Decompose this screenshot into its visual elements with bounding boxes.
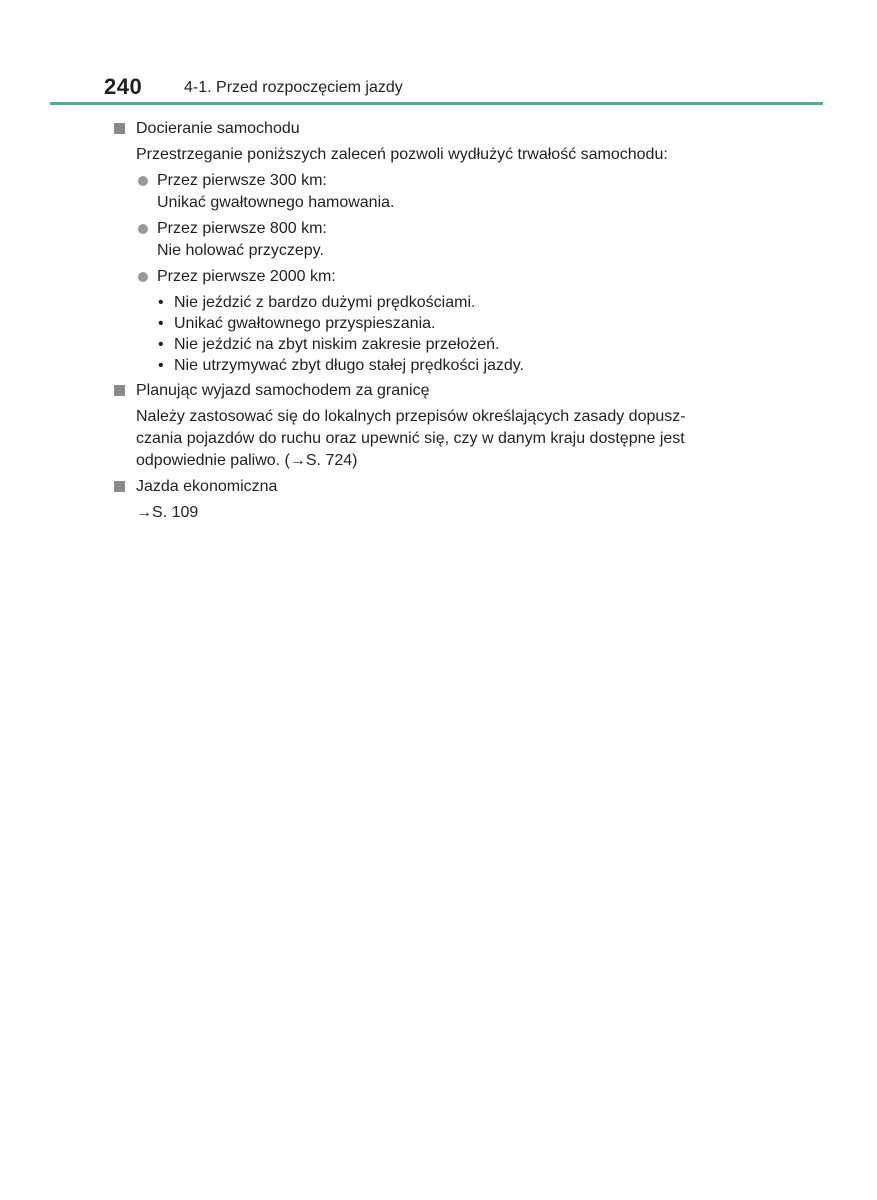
list-item-title: Przez pierwsze 300 km: bbox=[157, 172, 327, 189]
section-heading-abroad: Planując wyjazd samochodem za granicę bbox=[112, 380, 752, 402]
section-intro: Przestrzeganie poniższych zaleceń pozwoli wydłużyć trwałość samochodu: bbox=[136, 146, 668, 163]
page-number: 240 bbox=[104, 74, 143, 99]
sub-bullet-item: • Nie utrzymywać zbyt długo stałej prędkości jazdy. bbox=[158, 357, 525, 374]
chapter-title: 4-1. Przed rozpoczęciem jazdy bbox=[184, 79, 403, 96]
list-item bbox=[112, 266, 752, 288]
section-paragraph: Należy zastosować się do lokalnych przepisów określających zasady dopusz- czania pojazdów do ruchu oraz upewnić się, czy w danym kraju dostępne jest odpowiednie paliwo. (→S. 724) bbox=[136, 408, 686, 469]
square-bullet-icon bbox=[114, 123, 125, 134]
list-item bbox=[112, 170, 752, 214]
page-reference: →S. 109 bbox=[136, 504, 199, 521]
list-item bbox=[112, 218, 752, 262]
bullet-icon: • bbox=[158, 357, 164, 374]
circle-bullet-icon bbox=[138, 176, 148, 186]
bullet-icon: • bbox=[158, 315, 164, 332]
circle-bullet-icon bbox=[138, 272, 148, 282]
bullet-icon: • bbox=[158, 336, 164, 353]
bullet-icon: • bbox=[158, 294, 164, 311]
sub-bullet-item: • Unikać gwałtownego przyspieszania. bbox=[158, 315, 436, 332]
header-rule bbox=[50, 102, 823, 105]
page-content bbox=[112, 118, 752, 524]
sub-bullet-list bbox=[112, 292, 752, 376]
list-item-text: Nie holować przyczepy. bbox=[157, 242, 324, 259]
square-bullet-icon bbox=[114, 481, 125, 492]
list-item-text: Unikać gwałtownego hamowania. bbox=[157, 194, 395, 211]
list-item-title: Przez pierwsze 800 km: bbox=[157, 220, 327, 237]
sub-bullet-item: • Nie jeździć z bardzo dużymi prędkościami. bbox=[158, 294, 476, 311]
page-header bbox=[104, 74, 824, 104]
list-item-title: Przez pierwsze 2000 km: bbox=[157, 268, 336, 285]
sub-bullet-item: • Nie jeździć na zbyt niskim zakresie przełożeń. bbox=[158, 336, 500, 353]
circle-bullet-icon bbox=[138, 224, 148, 234]
section-heading-eco-driving: Jazda ekonomiczna bbox=[112, 476, 752, 498]
section-heading-break-in: Docieranie samochodu bbox=[112, 118, 752, 140]
square-bullet-icon bbox=[114, 385, 125, 396]
